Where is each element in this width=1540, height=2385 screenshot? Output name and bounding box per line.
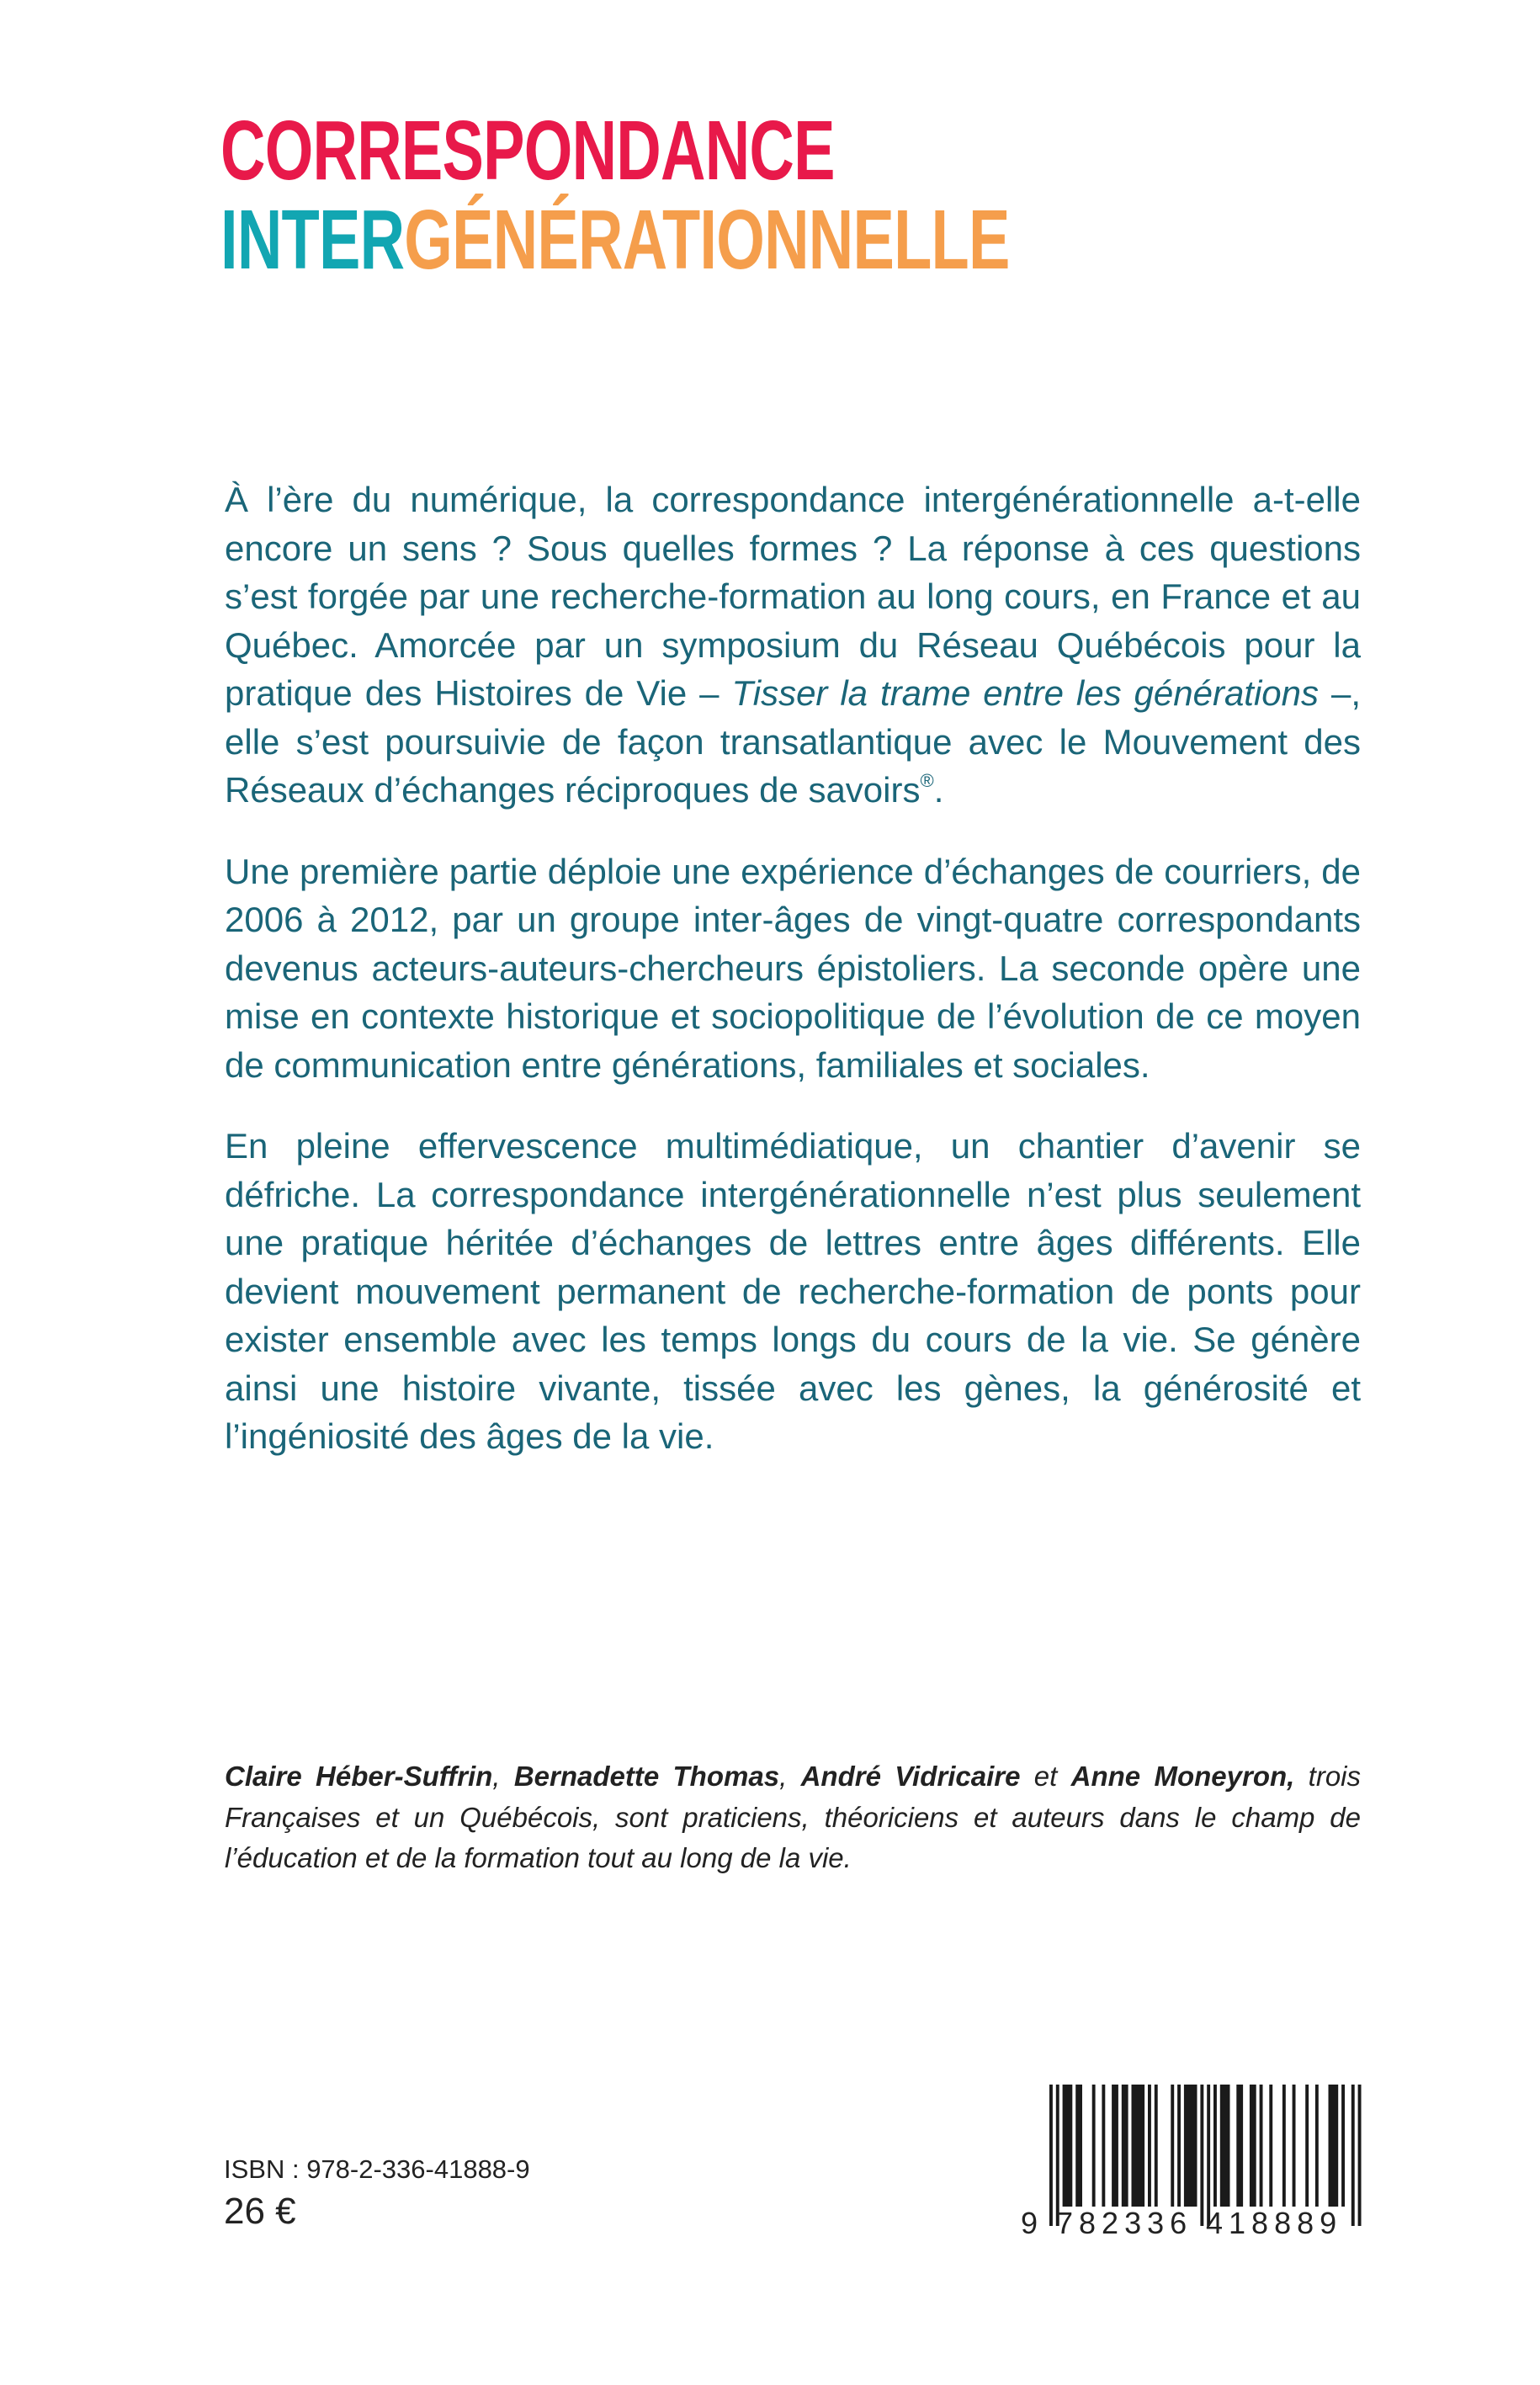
blurb-paragraph-2: Une première partie déploie une expérience d’échanges de courriers, de 2006 à 2012, par un groupe inter-âges de vingt-quatre correspondants devenus acteurs-auteurs-chercheurs épistoliers. La seconde opère une mise en contexte historique et sociopolitique de l’évolution de ce moyen de communication entre générations, familiales et sociales. <box>225 851 1361 1085</box>
barcode-left-digits: 782336 <box>1056 2206 1193 2240</box>
barcode-bar <box>1122 2085 1128 2207</box>
barcode-bar <box>1092 2085 1096 2207</box>
barcode-bar <box>1132 2085 1145 2207</box>
title-line-1: CORRESPONDANCE <box>220 104 835 198</box>
barcode-bar <box>1341 2085 1345 2207</box>
blurb-p1-text-continued: –, elle s’est poursuivie de façon transatlantique avec le Mouvement des Réseaux d’échanges réciproques de savoirs <box>225 673 1361 810</box>
author-separator: , <box>779 1761 801 1792</box>
author-separator: , <box>492 1761 514 1792</box>
barcode-first-digit: 9 <box>1021 2206 1038 2240</box>
barcode-bar <box>1315 2085 1319 2207</box>
barcode-bars <box>1049 2085 1362 2226</box>
barcode-bar <box>1358 2085 1362 2226</box>
author-conjunction: et <box>1020 1761 1071 1792</box>
barcode-bar <box>1049 2085 1053 2226</box>
author-name: Bernadette Thomas <box>513 1761 780 1792</box>
registered-mark: ® <box>920 770 934 791</box>
isbn-label: ISBN : 978-2-336-41888-9 <box>224 2154 530 2184</box>
title-line-2 <box>220 193 1010 287</box>
blurb-paragraph-3: En pleine effervescence multimédiatique, un chantier d’avenir se défriche. La correspondance intergénérationnelle n’est plus seulement une pratique héritée d’échanges de lettres entre âges différents. Elle devient mouvement permanent de recherche-formation de ponts pour exister ensemble avec les temps longs du cours de la vie. Se génère ainsi une histoire vivante, tissée avec les gènes, la générosité et l’ingéniosité des âges de la vie. <box>225 1126 1361 1456</box>
barcode-bar <box>1177 2085 1181 2207</box>
barcode-bar <box>1250 2085 1256 2207</box>
barcode-right-digits: 418889 <box>1206 2206 1343 2240</box>
price-label: 26 € <box>224 2191 296 2232</box>
barcode-bar <box>1148 2085 1151 2207</box>
author-name: Claire Héber-Suffrin <box>225 1761 493 1792</box>
barcode-bar <box>1236 2085 1243 2207</box>
book-title <box>220 104 1010 287</box>
barcode-bar <box>1220 2085 1230 2207</box>
barcode-bar <box>1112 2085 1118 2207</box>
author-name: Anne Moneyron, <box>1070 1761 1295 1792</box>
barcode-bar <box>1063 2085 1073 2207</box>
barcode-bar <box>1056 2085 1059 2226</box>
barcode-bar <box>1075 2085 1082 2207</box>
barcode-graphic <box>1014 2079 1367 2247</box>
barcode-bar <box>1329 2085 1339 2207</box>
barcode-bar <box>1351 2085 1355 2226</box>
barcode-bar <box>1213 2085 1217 2207</box>
blurb-p1-italic-title: Tisser la trame entre les générations <box>731 673 1320 713</box>
barcode-bar <box>1155 2085 1158 2207</box>
barcode-bar <box>1184 2085 1197 2207</box>
back-cover-blurb <box>225 475 1361 1494</box>
blurb-p1-end: . <box>933 770 944 810</box>
barcode-bar <box>1200 2085 1203 2226</box>
author-bio <box>225 1756 1361 1879</box>
barcode-bar <box>1305 2085 1309 2207</box>
barcode-bar <box>1293 2085 1296 2207</box>
barcode-bar <box>1102 2085 1105 2207</box>
barcode-bar <box>1282 2085 1286 2207</box>
barcode-bar <box>1269 2085 1272 2207</box>
barcode-bar <box>1207 2085 1210 2226</box>
blurb-paragraph-1 <box>225 475 1361 815</box>
blurb-p1-text: À l’ère du numérique, la correspondance intergénérationnelle a-t-elle encore un sens ? Sous quelles formes ? La réponse à ces questions s’est forgée par une recherche-formation au long cours, en France et au Québec. Amorcée par un symposium du Réseau Québécois pour la pratique des Histoires de Vie – <box>225 480 1361 713</box>
barcode-bar <box>1260 2085 1263 2207</box>
barcode-bar <box>1171 2085 1174 2207</box>
title-line-2-suffix: GÉNÉRATIONNELLE <box>404 193 1010 287</box>
ean13-barcode <box>1014 2079 1367 2247</box>
title-line-2-prefix: INTER <box>220 193 405 287</box>
author-name: André Vidricaire <box>800 1761 1021 1792</box>
author-bio-text: trois Françaises et un Québécois, sont praticiens, théoriciens et auteurs dans le champ de l’éducation et de la formation tout au long de la vie. <box>225 1761 1362 1873</box>
